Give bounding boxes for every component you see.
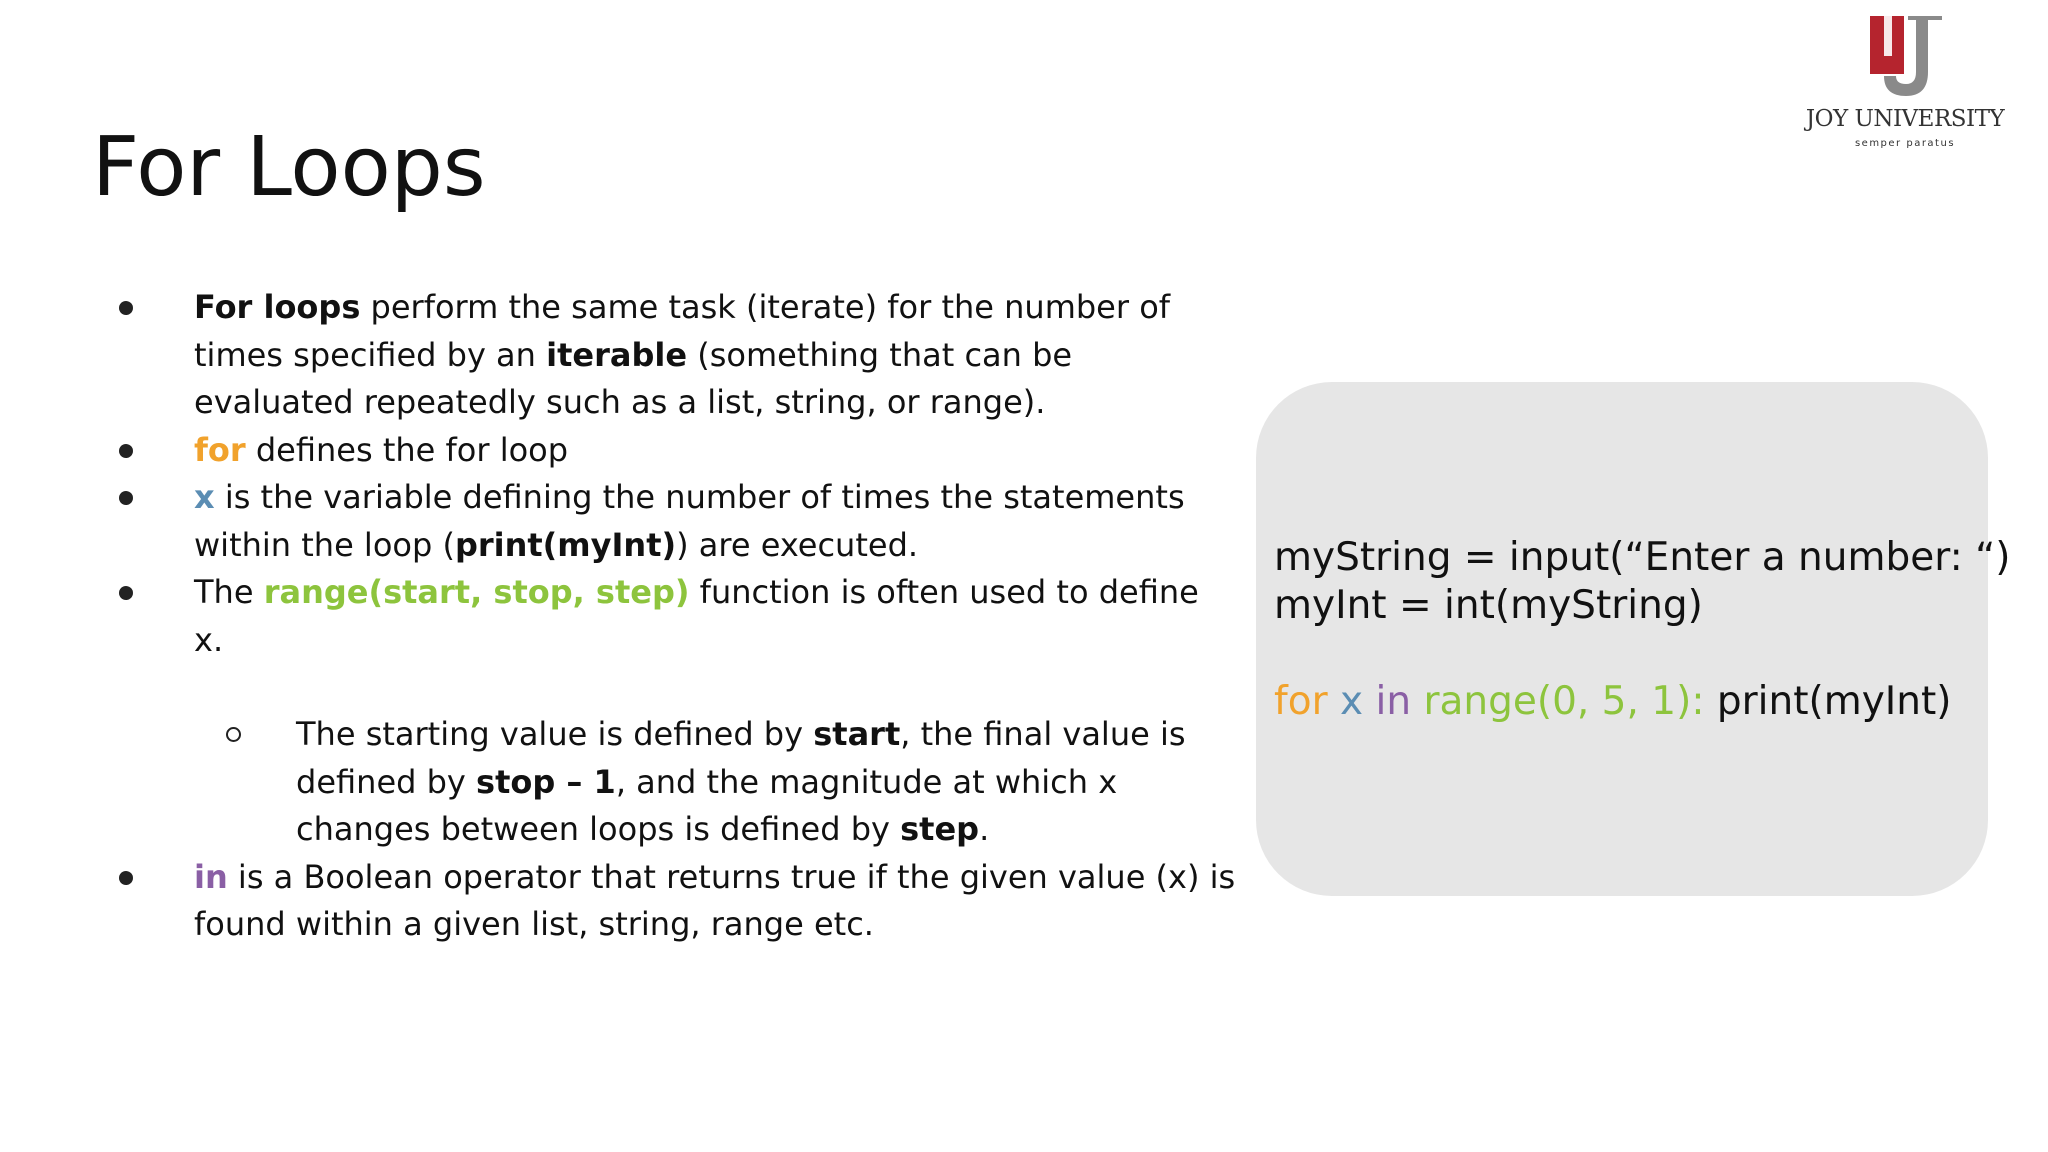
bullet-dot-icon [119,301,133,315]
logo-university-name: JOY UNIVERSITY [1805,106,2005,132]
bullet-text: , the final value is defined by [296,715,1186,801]
bullet-text: ) are executed. [676,525,919,564]
list-spacer [118,664,1238,711]
bullet-text: function is often used to define x. [194,573,1199,659]
keyword-x: x [194,478,215,516]
bullet-text: perform the same task (iterate) for the number of times specified by an [194,288,1171,374]
term-for-loops: For loops [194,288,361,326]
bullet-list [118,284,1238,949]
code-keyword-for: for [1274,679,1328,724]
bullet-text: , and the magnitude at which x changes between loops is defined by [296,762,1118,848]
code-line-input: myString = input(“Enter a number: “) [1274,535,2011,580]
code-line-for-loop [1274,678,1988,726]
bullet-in-operator [118,854,1238,949]
bullet-dot-icon [119,586,133,600]
joy-university-emblem-icon [1870,16,1942,98]
bullet-range-function [118,569,1238,664]
code-print-call: print(myInt) [1704,679,1952,724]
bullet-for-keyword [118,427,1238,475]
bullet-text: is a Boolean operator that returns true if the given value (x) is found within a given list, string, range etc. [194,857,1236,943]
keyword-in: in [194,857,228,896]
code-keyword-in: in [1363,679,1412,724]
sub-bullet-range-details [118,711,1238,854]
bullet-x-variable [118,474,1238,569]
bullet-dot-icon [119,444,133,458]
keyword-for: for [194,430,246,469]
bullet-text: (something that can be evaluated repeatedly such as a list, string, or range). [194,335,1073,421]
term-step: step [900,810,980,848]
university-logo [1800,14,2010,154]
term-start: start [813,715,901,753]
term-print-myint: print(myInt) [454,525,677,564]
slide-title: For Loops [92,120,486,215]
term-stop: stop – 1 [476,762,616,801]
code-example-box [1256,382,2011,896]
logo-tagline: semper paratus [1854,138,1956,149]
bullet-text: The starting value is defined by [296,715,814,753]
code-line-int: myInt = int(myString) [1274,583,1703,628]
bullet-text: is the variable defining the number of times the statements within the loop ( [194,478,1185,564]
bullet-text: defines the for loop [245,430,569,469]
bullet-dot-icon [119,871,133,885]
term-iterable: iterable [546,335,688,374]
bullet-for-loops [118,284,1238,427]
bullet-dot-icon [119,491,133,505]
code-variable-x: x [1327,679,1364,724]
code-range-call: range(0, 5, 1): [1411,679,1705,724]
bullet-text: . [979,810,990,848]
bullet-text: The [194,573,264,611]
code-blank-line [1274,630,1988,678]
keyword-range: range(start, stop, step) [263,573,690,611]
hollow-bullet-icon [226,727,241,742]
